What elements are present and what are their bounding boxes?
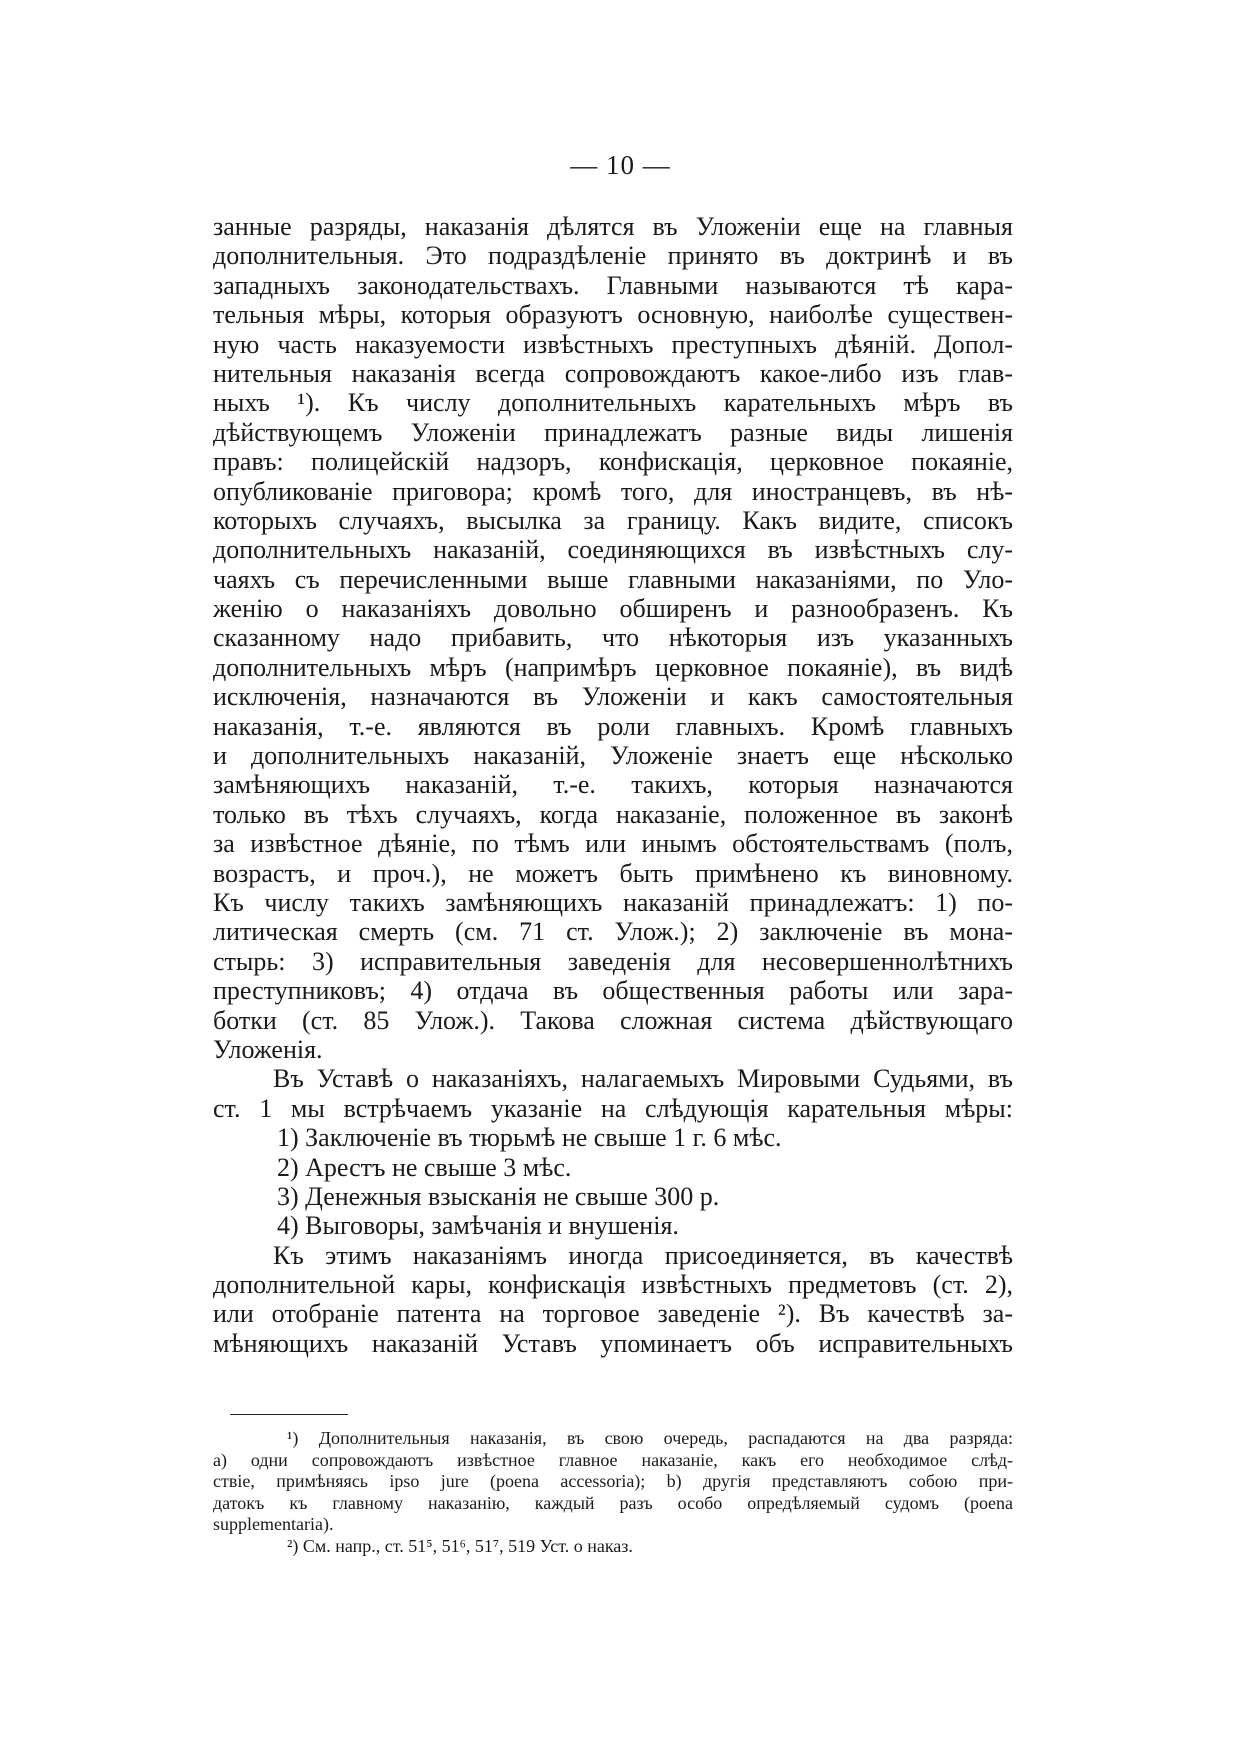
text-line: 1) Заключеніе въ тюрьмѣ не свыше 1 г. 6 мѣс. xyxy=(277,1123,782,1153)
text-line: 2) Арестъ не свыше 3 мѣс. xyxy=(277,1152,572,1182)
footnote-divider xyxy=(230,1414,348,1415)
text-line: которыхъ случаяхъ, высылка за границу. Какъ видите, списокъ xyxy=(213,505,1013,535)
footnote-line: ¹) Дополнительныя наказанія, въ свою очередь, распадаются на два разряда: xyxy=(287,1428,1013,1448)
text-line: ст. 1 мы встрѣчаемъ указаніе на слѣдующія карательныя мѣры: xyxy=(213,1093,1013,1123)
text-line: сказанному надо прибавить, что нѣкоторыя изъ указанныхъ xyxy=(213,623,1013,653)
text-line: дополнительныхъ наказаній, соединяющихся въ извѣстныхъ слу- xyxy=(213,535,1013,565)
text-line: или отобраніе патента на торговое заведеніе ²). Въ качествѣ за- xyxy=(213,1299,1013,1329)
text-line: ботки (ст. 85 Улож.). Такова сложная система дѣйствующаго xyxy=(213,1005,1013,1035)
page-number: — 10 — xyxy=(570,150,671,180)
footnote-line: а) одни сопровождаютъ извѣстное главное наказаніе, какъ его необходимое слѣд- xyxy=(213,1449,1013,1470)
text-line: преступниковъ; 4) отдача въ общественныя работы или зара- xyxy=(213,976,1013,1006)
text-line: мѣняющихъ наказаній Уставъ упоминаетъ объ исправительныхъ xyxy=(213,1328,1013,1358)
body-text xyxy=(213,212,1013,1358)
footnote-line: ствіе, примѣняясь ipso jure (poena accessoria); b) другія представляютъ собою при- xyxy=(213,1471,1013,1491)
text-line: дополнительныхъ мѣръ (напримѣръ церковное покаяніе), въ видѣ xyxy=(213,652,1013,682)
text-line: исключенія, назначаются въ Уложеніи и какъ самостоятельныя xyxy=(213,682,1013,712)
text-line: занные разряды, наказанія дѣлятся въ Уложеніи еще на главныя xyxy=(213,212,1013,241)
text-line: Въ Уставѣ о наказаніяхъ, налагаемыхъ Мировыми Судьями, въ xyxy=(273,1064,1013,1094)
text-line: 3) Денежныя взысканія не свыше 300 р. xyxy=(277,1181,720,1211)
text-line: Къ числу такихъ замѣняющихъ наказаній принадлежатъ: 1) по- xyxy=(213,887,1013,917)
text-line: Къ этимъ наказаніямъ иногда присоединяется, въ качествѣ xyxy=(273,1240,1013,1270)
text-line: ную часть наказуемости извѣстныхъ преступныхъ дѣяній. Допол- xyxy=(213,329,1013,359)
text-line: ныхъ ¹). Къ числу дополнительныхъ карательныхъ мѣръ въ xyxy=(213,388,1013,418)
footnote-line: supplementaria). xyxy=(213,1514,334,1534)
footnotes xyxy=(213,1428,1013,1557)
text-line: возрастъ, и проч.), не можетъ быть примѣнено къ виновному. xyxy=(213,858,1013,888)
text-line: стырь: 3) исправительныя заведенія для несовершеннолѣтнихъ xyxy=(213,946,1013,976)
text-line: тельныя мѣры, которыя образуютъ основную, наиболѣе существен- xyxy=(213,300,1013,330)
text-line: замѣняющихъ наказаній, т.-е. такихъ, которыя назначаются xyxy=(213,770,1013,800)
footnote-line: датокъ къ главному наказанію, каждый разъ особо опредѣляемый судомъ (poena xyxy=(213,1492,1013,1513)
footnote-line: ²) См. напр., ст. 51⁵, 51⁶, 51⁷, 519 Уст. о наказ. xyxy=(287,1535,633,1556)
text-line: нительныя наказанія всегда сопровождаютъ какое-либо изъ глав- xyxy=(213,358,1013,388)
text-line: дополнительной кары, конфискація извѣстныхъ предметовъ (ст. 2), xyxy=(213,1270,1013,1300)
text-line: дѣйствующемъ Уложеніи принадлежатъ разные виды лишенія xyxy=(213,417,1013,447)
text-line: 4) Выговоры, замѣчанія и внушенія. xyxy=(277,1211,679,1241)
text-line: Уложенія. xyxy=(213,1034,323,1064)
text-line: и дополнительныхъ наказаній, Уложеніе знаетъ еще нѣсколько xyxy=(213,741,1013,771)
text-line: наказанія, т.-е. являются въ роли главныхъ. Кромѣ главныхъ xyxy=(213,711,1013,741)
text-line: дополнительныя. Это подраздѣленіе принято въ доктринѣ и въ xyxy=(213,241,1013,271)
text-line: женію о наказаніяхъ довольно обширенъ и разнообразенъ. Къ xyxy=(213,594,1013,624)
text-line: опубликованіе приговора; кромѣ того, для иностранцевъ, въ нѣ- xyxy=(213,476,1013,506)
text-line: правъ: полицейскій надзоръ, конфискація, церковное покаяніе, xyxy=(213,447,1013,477)
text-line: за извѣстное дѣяніе, по тѣмъ или инымъ обстоятельствамъ (полъ, xyxy=(213,829,1013,859)
text-line: западныхъ законодательствахъ. Главными называются тѣ кара- xyxy=(213,270,1013,300)
text-line: чаяхъ съ перечисленными выше главными наказаніями, по Уло- xyxy=(213,564,1013,594)
text-line: только въ тѣхъ случаяхъ, когда наказаніе, положенное въ законѣ xyxy=(213,799,1013,829)
text-line: литическая смерть (см. 71 ст. Улож.); 2) заключеніе въ мона- xyxy=(213,917,1013,947)
